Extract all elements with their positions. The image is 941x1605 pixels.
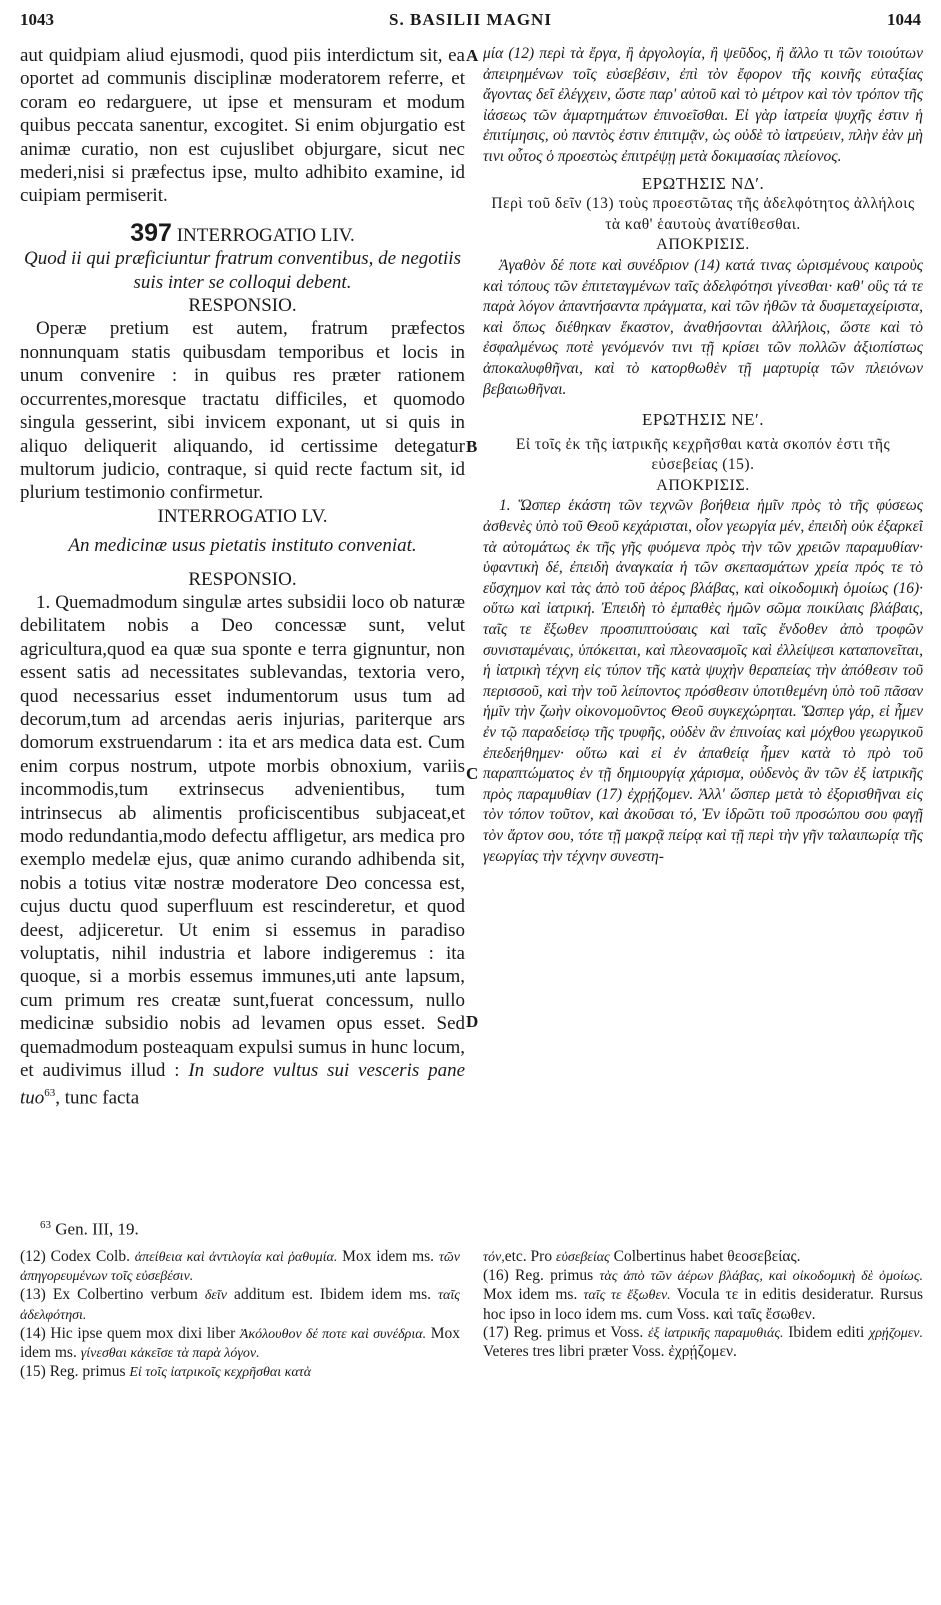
latin-column <box>20 44 465 1110</box>
question-55-greek: Εἰ τοῖς ἐκ τῆς ἰατρικῆς κεχρῆσθαι κατὰ σκοπόν ἐστι τῆς εὐσεβείας (15). <box>515 435 891 474</box>
note-17: (17) Reg. primus et Voss. ἐξ ἰατρικῆς παραμυθιάς. Ibidem editi χρῄζομεν. Veteres tres libri præter Voss. ἐχρῄζομεν. <box>483 1323 923 1361</box>
note-14: (14) Hic ipse quem mox dixi liber Ἀκόλουθον δέ ποτε καὶ συνέδρια. Mox idem ms. γίνεσθαι κἀκεῖσε τὰ παρὰ λόγον. <box>20 1324 460 1362</box>
footnote-text: Gen. III, 19. <box>55 1219 139 1239</box>
greek-paragraph-1: μία (12) περὶ τὰ ἔργα, ἢ ἀργολογία, ἢ ψεῦδος, ἢ ἄλλο τι τῶν τοιούτων ἀπειρημένων τοῖς εὐσεβέσιν, ἐπὶ τὸν ἔφορον τῆς κοινῆς εὐταξίας ἄγοντας δεῖ ἐλέγχειν, ὥστε παρ' αὐτοῦ καὶ τὸ μέτρον καὶ τὸν τρόπον τῆς ἰάσεως τῶν ἁμαρτημάτων ἐπινοεῖσθαι. Εἰ γὰρ ἰατρεία ψυχῆς ἐστιν ἡ ἐπιτίμησις, οὐ παντὸς ἐστιν ἐπιτιμᾷν, ὡς οὐδὲ τὸ ἰατρεύειν, πλὴν ἐὰν μὴ τινι οὗτος ὁ προεστὼς ἐπιτρέψῃ μετὰ δοκιμασίας πλείονος. <box>483 45 923 165</box>
question-54-latin: Quod ii qui præficiuntur fratrum conventibus, de negotiis suis inter se colloqui debent. <box>24 248 461 293</box>
notes-right <box>483 1248 923 1361</box>
scripture-footnote <box>40 1219 139 1240</box>
latin-paragraph-1: aut quidpiam aliud ejusmodi, quod piis interdictum sit, ea oportet ad communis disciplinæ moderatorem referre, et coram eo redarguere, ut ipse et mensuram et modum quibus peccata sanentur, excogitet. Si enim objurgatio est animæ curatio, non est cujuslibet objurgare, sicut nec mederi,nisi si præfectus ipse, multo adhibito examine, id cuipiam permiserit. <box>20 45 465 207</box>
apokrisis-heading-2: ΑΠΟΚΡΙΣΙΣ. <box>656 476 750 494</box>
page-number-left: 1043 <box>20 10 54 29</box>
interrogatio-54-heading <box>20 218 465 247</box>
apokrisis-heading-1: ΑΠΟΚΡΙΣΙΣ. <box>656 236 750 254</box>
note-15: (15) Reg. primus Εἰ τοῖς ἰατρικοῖς κεχρῆσθαι κατὰ <box>20 1363 312 1381</box>
latin-paragraph-2: Operæ pretium est autem, fratrum præfectos nonnunquam statis quibusdam temporibus et locis in unum convenire : in quibus res præter rationem occurrentes,moresque tractatu difficiles, et quomodo singula gesserint, sibi invicem exponant, ut si quis in aliquo deliquerit aliquando, id certissime detegatur multorum judicio, contraque, si quid recte factum sit, id plurium testimonio confirmetur. <box>20 318 465 504</box>
greek-paragraph-3: 1. Ὥσπερ ἑκάστη τῶν τεχνῶν βοήθεια ἡμῖν πρὸς τὸ τῆς φύσεως ἀσθενὲς ὑπὸ τοῦ Θεοῦ κεχάρισται, οἷον γεωργία μέν, ἐπειδὴ οὐκ ἐξαρκεῖ τὰ αὐτομάτως ἐκ τῆς γῆς φυόμενα πρὸς τὴν τῶν χρειῶν παραμυθίαν· ὑφαντικὴ δέ, ἐπειδὴ ἀναγκαία ἡ τῶν σκεπασμάτων χρεία πρός τε τὸ εὔσχημον καὶ τὰς ἀπὸ τοῦ ἀέρος βλάβας, καὶ οἰκοδομικὴ ὁμοίως (16)· οὕτω καὶ ἰατρική. Ἐπειδὴ τὸ ἐμπαθὲς ἡμῶν σῶμα ποικίλαις βλάβαις, ταῖς τε ἔξωθεν προσπιπτούσαις καὶ ταῖς ἔνδοθεν ἀπὸ τροφῶν συνισταμέναις, ὑπόκειται, καὶ πλεονασμοῖς καὶ ἐλλείψεσι καταπονεῖται, ἡ ἰατρικὴ τέχνη εἰς τύπον τῆς κατὰ ψυχὴν θεραπείας τὴν ἀπόθεσιν τοῦ περισσοῦ, καὶ τὴν τοῦ λείποντος πρόσθεσιν ὑποτιθεμένη ὑπὸ τοῦ πᾶσαν ἡμῖν τὴν ζωὴν οἰκονομοῦντος Θεοῦ συγκεχώρηται. Ὥσπερ γάρ, εἰ ἦμεν ἐν τῷ παραδείσῳ τῆς τρυφῆς, οὐδὲν ἂν ἐπινοίας καὶ μόχθου γεωργικοῦ ἐπεδεήθημεν· οὕτω καὶ εἰ ἐν ἀπαθείᾳ ἦμεν κατὰ τὸ πρὸ τοῦ παραπτώματος ἐν τῇ δημιουργίᾳ χάρισμα, οὐδενὸς ἂν τῶν ἐξ ἰατρικῆς πρὸς παραμυθίαν (17) ἐχρῄζομεν. Ἀλλ' ὥσπερ μετὰ τὸ ἐξορισθῆναι εἰς τὸν τόπον τοῦτον, καὶ ἀκοῦσαι τό, Ἐν ἱδρῶτι τοῦ προσώπου σου φαγῇ τὸν ἄρτον σου, τότε τῇ μακρᾷ πείρᾳ καὶ τῇ περὶ τὴν γῆν ταλαιπωρίᾳ τῆς γεωργίας τὴν τέχνην συνεστη- <box>483 497 923 865</box>
footnote-number: 63 <box>40 1219 51 1231</box>
page-header <box>20 6 921 34</box>
note-12: (12) Codex Colb. ἀπείθεια καὶ ἀντιλογία καὶ ῥαθυμία. Mox idem ms. τῶν ἀπηγορευμένων τοῖς εὐσεβέσιν. <box>20 1248 460 1285</box>
column-number: 397 <box>130 218 172 247</box>
erotesis-54-heading: ΕΡΩΤΗΣΙΣ ΝΔʹ. <box>641 173 765 193</box>
margin-letter-b: B <box>466 437 478 456</box>
interrogatio-54-label: INTERROGATIO LIV. <box>176 224 355 246</box>
running-title: S. BASILII MAGNI <box>389 10 552 29</box>
erotesis-55-heading: ΕΡΩΤΗΣΙΣ ΝΕʹ. <box>642 410 764 430</box>
footnote-marker: 63 <box>44 1087 56 1100</box>
greek-column <box>483 44 923 867</box>
question-54-greek: Περὶ τοῦ δεῖν (13) τοὺς προεστῶτας τῆς ἀδελφότητος ἀλλήλοις τὰ καθ' ἑαυτοὺς ἀνατίθεσθαι. <box>491 195 915 233</box>
responsio-heading-2: RESPONSIO. <box>188 568 297 590</box>
margin-letter-d: D <box>466 1012 479 1031</box>
margin-letter-c: C <box>466 764 479 783</box>
scripture-quote: In sudore vultus sui vesceris pane tuo <box>20 1060 465 1109</box>
note-15-continued: τόν,etc. Pro εὐσεβείας Colbertinus habet θεοσεβείας. <box>483 1248 801 1265</box>
margin-letter-a: A <box>466 46 479 65</box>
note-16: (16) Reg. primus τὰς ἀπὸ τῶν ἀέρων βλάβας, καὶ οἰκοδομικὴ δὲ ὁμοίως. Mox idem ms. ταῖς τε ἔξωθεν. Vocula τε in editis desideratur. Rursus hoc ipso in loco idem ms. cum Voss. καὶ ταῖς ἔσωθεν. <box>483 1267 923 1323</box>
note-13: (13) Ex Colbertino verbum δεῖν additum est. Ibidem idem ms. ταῖς ἀδελφότησι. <box>20 1286 460 1323</box>
notes-left <box>20 1248 460 1382</box>
responsio-heading-1: RESPONSIO. <box>188 295 297 317</box>
greek-paragraph-2: Ἀγαθὸν δέ ποτε καὶ συνέδριον (14) κατά τινας ὡρισμένους καιροὺς καὶ τόπους τῶν ἐπιτεταγμένων ταῖς ἀδελφότησι γίνεσθαι· καθ' οὓς τά τε παρὰ λόγον ἀπαντήσαντα πράγματα, καὶ τῶν ἠθῶν τὰ δυσμεταχείριστα, καὶ ὅπως διέθηκαν ἕκαστον, ἀναθήσονται ἀλλήλοις, ὥστε καὶ τὸ ἐσφαλμένως ποτὲ γενόμενόν τινι τῇ κρίσει τῶν πολλῶν ἀξιοπίστως ἀποκαλυφθῆναι, καὶ τὸ κατορθωθὲν τῇ μαρτυρίᾳ τῶν πλειόνων βεβαιωθῆναι. <box>483 256 923 398</box>
question-55-latin: An medicinæ usus pietatis instituto conveniat. <box>68 535 417 557</box>
interrogatio-55-label: INTERROGATIO LV. <box>157 505 328 527</box>
page-number-right: 1044 <box>887 10 921 29</box>
latin-paragraph-3: 1. Quemadmodum singulæ artes subsidii loco ob naturæ debilitatem nobis a Deo concessæ sunt, velut agricultura,quod ea quæ sua sponte e terra gignuntur, non essent satis ad necessitates sublevandas, textoria vero, quod necessarius esset indumentorum usus tum ad decorum,tum ad arcendas aeris injurias, pariterque ars domorum exstruendarum : ita et ars medica data est. Cum enim corpus nostrum, utpote morbis obnoxium, variis incommodis,tum extrinsecus advenientibus, tum intrinsecus ab alimentis proficiscentibus subjaceat,et modo redundantia,modo defectu affligetur, ars medica pro exemplo medelæ ejus, quæ animo curando adhibenda sit, nobis a totius vitæ nostræ moderatore Deo concessa est, cujus ductu quod superfluum est rescinderetur, et quod deest, adjiceretur. Ut enim si essemus in paradiso voluptatis, nihil industria et labore indigeremus : ita quoque, si a morbis essemus immunes,uti ante lapsum, cum primum res creatæ sunt,fuerat concessum, nullo medicinæ subsidio nobis ad levamen opus esset. Sed quemadmodum posteaquam expulsi sumus in hunc locum, et audivimus illud : In sudore vultus sui vesceris pane tuo$^{63}$, tunc facta <box>20 591 465 1109</box>
